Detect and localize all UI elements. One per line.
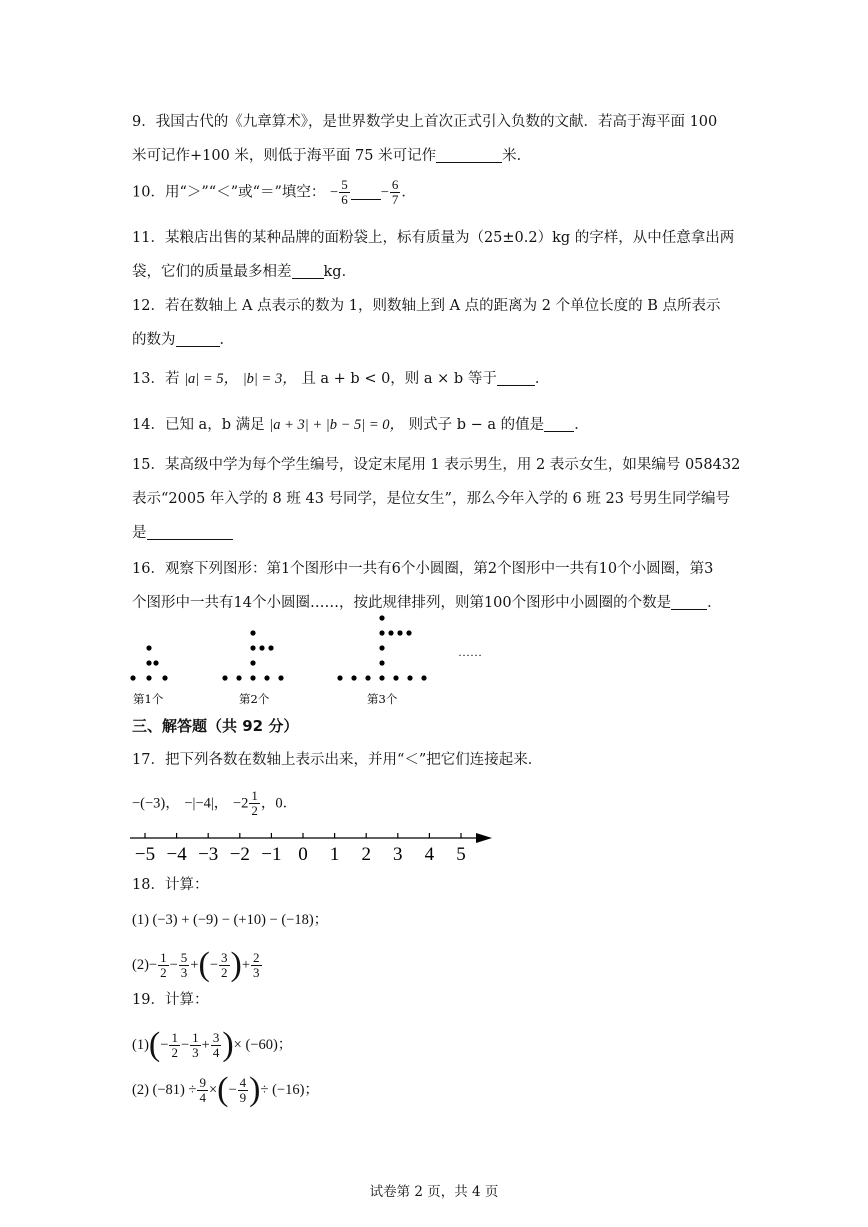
q17-num-d: ，0． <box>260 795 298 812</box>
q11-answer-blank <box>292 263 324 279</box>
q12-text: 的数为 <box>132 332 176 348</box>
q12-answer-blank <box>176 331 220 347</box>
q14-suffix: 则式子 b − a 的值是 <box>408 417 545 433</box>
q14-expr: |a + 3| + |b − 5| = 0， <box>269 417 405 433</box>
q16-answer-blank <box>671 594 707 610</box>
q9-text: 米可记作+100 米，则低于海平面 75 米可记作 <box>132 148 437 164</box>
q9-line2 <box>132 146 531 166</box>
q17-num-c: −2 <box>232 795 249 812</box>
number-line-tick-label: 3 <box>393 844 403 865</box>
q19-part1-label: (1) <box>132 1037 149 1053</box>
q17-num-b: −|−4|， <box>184 795 229 812</box>
q15-answer-blank <box>147 524 233 540</box>
q19-frac-1-3: $\frac{1}{3}$ <box>192 1029 199 1060</box>
q14-prefix: 14．已知 a，b 满足 <box>132 417 265 433</box>
q14-answer-blank <box>544 416 574 432</box>
figure2-dots <box>222 630 283 680</box>
number-line-tick-label: −5 <box>134 844 156 865</box>
q11-line2 <box>132 262 356 282</box>
q16-line1: 16．观察下列图形：第1个图形中一共有6个小圆圈，第2个图形中一共有10个小圆圈，第3 <box>132 561 714 577</box>
q13-mid: 且 a + b < 0，则 a × b 等于 <box>301 371 497 387</box>
q18-frac-5-3: $\frac{5}{3}$ <box>180 949 188 980</box>
q16-caption-2: 第2个 <box>239 692 270 706</box>
q10-prefix: 10．用“＞”“＜”或“＝”填空： <box>132 184 326 201</box>
q11-tail: kg． <box>323 264 357 280</box>
q18-title: 18．计算： <box>132 877 209 893</box>
q9-line1: 9．我国古代的《九章算术》，是世界数学史上首次正式引入负数的文献．若高于海平面 100 <box>132 114 718 130</box>
q16-caption-3: 第3个 <box>367 692 398 706</box>
q16-ellipsis: …… <box>458 645 482 659</box>
q17-num-a: −(−3)， <box>132 795 180 812</box>
q10-frac2: $\frac{6}{7}$ <box>391 177 399 207</box>
q16-dot-pattern-figure <box>124 612 504 712</box>
q13-expr2: |b| = 3， <box>242 371 297 387</box>
q13-line: 13．若 |a| = 5， |b| = 3， 且 a + b < 0，则 a × b 等于 ． <box>132 371 550 387</box>
q11-line1: 11．某粮店出售的某种品牌的面粉袋上，标有质量为（25±0.2）kg 的字样，从中任意拿出两 <box>132 230 735 246</box>
q15-line2: 表示“2005 年入学的 8 班 43 号同学，是位女生”，那么今年入学的 6 班 23 号男生同学编号 <box>132 491 731 507</box>
q19-part2-c: ÷ (−16)； <box>260 1082 319 1098</box>
q16-text: 个图形中一共有14个小圆圈……，按此规律排列，则第100个图形中小圆圈的个数是 <box>132 595 672 611</box>
q13-answer-blank <box>497 370 535 386</box>
q13-expr1: |a| = 5， <box>184 371 239 387</box>
q18-part2-label: (2) <box>132 957 149 973</box>
number-line-arrow-icon <box>476 833 492 843</box>
figure1-dots <box>130 645 167 680</box>
section3-heading: 三、解答题（共 92 分） <box>132 717 299 735</box>
number-line-tick-label: −2 <box>229 844 250 865</box>
q17-number-line <box>124 824 496 868</box>
q18-part1-expr: (1) (−3) + (−9) − (+10) − (−18)； <box>132 912 329 928</box>
q19-title: 19．计算： <box>132 992 209 1008</box>
q15-text: 是 <box>132 525 147 541</box>
q12-line2: 的数为 ． <box>132 332 234 348</box>
figure3-dots <box>337 615 426 680</box>
q16-caption-1: 第1个 <box>133 692 164 706</box>
q15-line1: 15．某高级中学为每个学生编号，设定末尾用 1 表示男生，用 2 表示女生，如果编号 058432 <box>132 457 741 473</box>
q17-num-c-frac: $\frac{1}{2}$ <box>251 788 258 818</box>
q19-part1: (1)(− $\frac{1}{2}$ − $\frac{1}{3}$ + $\frac{3}{4}$ )× (−60)； <box>132 1026 293 1063</box>
q18-part2: (2)− $\frac{1}{2}$ − $\frac{5}{3}$ +(− $\frac{3}{2}$ )+ $\frac{2}{3}$ <box>132 946 260 983</box>
q19-part2-b: × <box>208 1082 218 1098</box>
q19-part2-a: (2) (−81) ÷ <box>132 1082 197 1098</box>
q12-line1: 12．若在数轴上 A 点表示的数为 1，则数轴上到 A 点的距离为 2 个单位长度的 B 点所表示 <box>132 298 721 314</box>
number-line-tick-label: 0 <box>298 844 308 865</box>
q19-frac-4-9: $\frac{4}{9}$ <box>239 1074 247 1105</box>
number-line-tick-label: −3 <box>198 844 219 865</box>
q9-answer-blank <box>436 147 502 163</box>
q19-frac-3-4: $\frac{3}{4}$ <box>212 1029 220 1060</box>
q14-line: 14．已知 a，b 满足 |a + 3| + |b − 5| = 0， 则式子 b − a 的值是 ． <box>132 417 589 433</box>
page-footer: 试卷第 2 页，共 4 页 <box>369 1184 499 1200</box>
q18-frac-2-3: $\frac{2}{3}$ <box>253 949 260 980</box>
q10-answer-blank <box>351 184 381 200</box>
q13-prefix: 13．若 <box>132 371 180 387</box>
q19-frac-9-4: $\frac{9}{4}$ <box>199 1074 206 1105</box>
q16-line2: 个图形中一共有14个小圆圈……，按此规律排列，则第100个图形中小圆圈的个数是 ． <box>132 595 722 611</box>
q18-frac-3-2: $\frac{3}{2}$ <box>221 949 228 980</box>
q17-numbers <box>132 789 297 818</box>
q10-frac1: $\frac{5}{6}$ <box>341 177 348 207</box>
q9-tail: 米． <box>502 148 532 164</box>
number-line-tick-label: 2 <box>361 844 371 865</box>
number-line-tick-label: 5 <box>456 844 466 865</box>
number-line-tick-label: 4 <box>424 844 435 865</box>
q19-frac-1-2: $\frac{1}{2}$ <box>171 1029 178 1060</box>
q18-part1 <box>132 910 328 930</box>
q19-part2: (2) (−81) ÷ $\frac{9}{4}$ ×(− $\frac{4}{9}$ )÷ (−16)； <box>132 1071 319 1108</box>
number-line-tick-label: −1 <box>261 844 282 865</box>
number-line-tick-label: −4 <box>166 844 187 865</box>
q15-line3 <box>132 523 233 543</box>
q11-text: 袋，它们的质量最多相差 <box>132 264 292 280</box>
q17-line1: 17．把下列各数在数轴上表示出来，并用“＜”把它们连接起来． <box>132 752 543 768</box>
q19-part1-tail: × (−60)； <box>233 1037 293 1053</box>
number-line-tick-label: 1 <box>329 844 340 865</box>
q10-line: 10．用“＞”“＜”或“＝”填空： − $\frac{5}{6}$ − $\frac{6}{7}$ ． <box>132 177 416 207</box>
q18-frac-1-2: $\frac{1}{2}$ <box>160 949 167 980</box>
